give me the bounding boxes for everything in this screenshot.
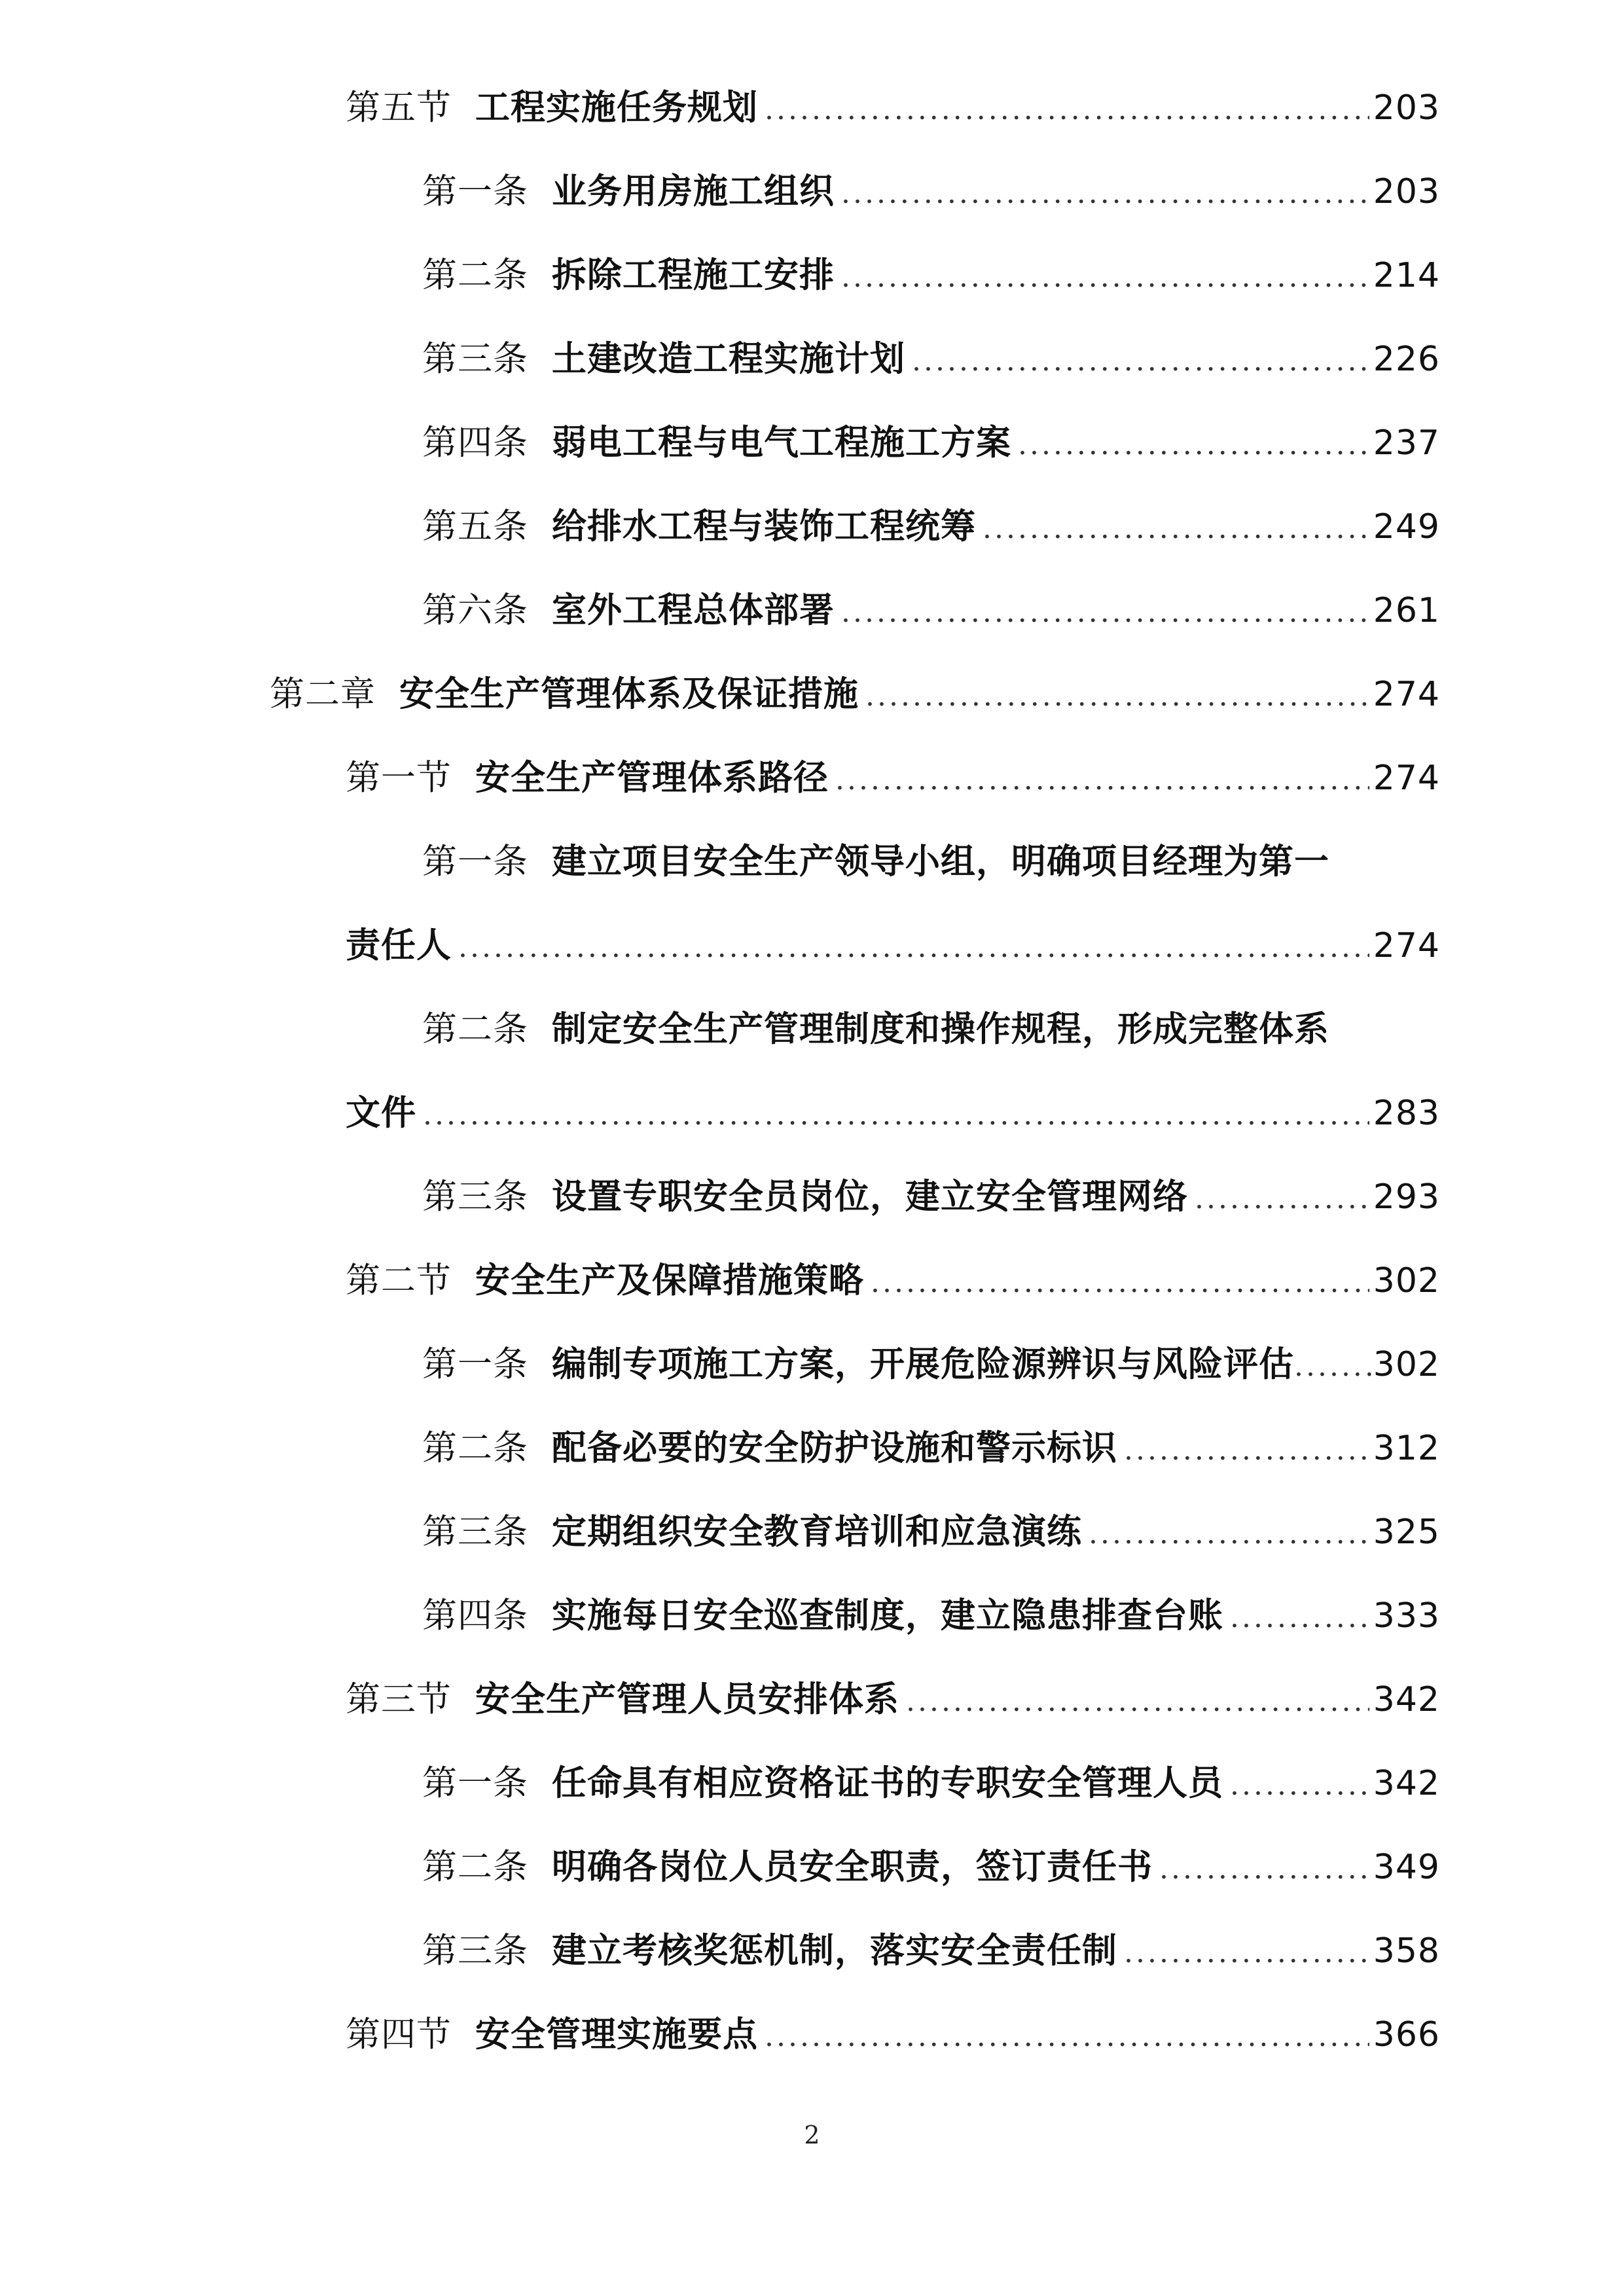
toc-entry-title: 建立项目安全生产领导小组，明确项目经理为第一 <box>552 841 1329 882</box>
toc-leader-dots <box>1018 422 1369 469</box>
toc-entry-label: 第一条 <box>422 1344 528 1384</box>
toc-entry-page: 261 <box>1373 591 1440 630</box>
toc-entry-article[interactable] <box>422 1592 1440 1639</box>
toc-entry-title: 编制专项施工方案，开展危险源辨识与风险评估 <box>552 1344 1294 1384</box>
toc-entry-label: 第一条 <box>422 842 528 882</box>
toc-entry-label: 第一节 <box>346 758 452 798</box>
toc-entry-article[interactable] <box>422 1173 1440 1220</box>
toc-entry-title: 制定安全生产管理制度和操作规程，形成完整体系 <box>552 1009 1329 1049</box>
toc-entry-article[interactable] <box>422 503 1440 550</box>
toc-entry-page: 366 <box>1373 2015 1440 2054</box>
toc-leader-dots <box>1294 1343 1373 1390</box>
toc-entry-page: 349 <box>1373 1848 1440 1887</box>
toc-leader-dots <box>983 505 1369 552</box>
toc-leader-dots <box>841 254 1369 301</box>
toc-leader-dots <box>1230 1762 1369 1809</box>
toc-entry-page: 249 <box>1373 507 1440 547</box>
toc-entry-title: 配备必要的安全防护设施和警示标识 <box>552 1427 1117 1468</box>
toc-leader-dots <box>906 1678 1369 1725</box>
toc-leader-dots <box>912 338 1369 385</box>
toc-entry-label: 第四节 <box>346 2015 452 2054</box>
toc-entry-section[interactable] <box>346 84 1440 131</box>
toc-entry-title: 设置专职安全员岗位，建立安全管理网络 <box>552 1176 1188 1217</box>
page-number: 2 <box>804 2121 820 2149</box>
toc-entry-title: 文件 <box>346 1092 416 1133</box>
toc-entry-title: 安全生产管理体系路径 <box>475 757 829 798</box>
toc-leader-dots <box>765 86 1369 134</box>
toc-entry-article[interactable] <box>422 168 1440 215</box>
toc-entry-label: 第二条 <box>422 1428 528 1468</box>
toc-entry-section[interactable] <box>346 1676 1440 1723</box>
toc-entry-article[interactable] <box>422 1340 1440 1388</box>
toc-entry-article[interactable] <box>422 1927 1440 1974</box>
toc-entry-page: 342 <box>1373 1764 1440 1803</box>
toc-entry-page: 214 <box>1373 256 1440 295</box>
toc-entry-label: 第一条 <box>422 171 528 211</box>
toc-entry-page: 302 <box>1373 1345 1440 1384</box>
toc-entry-title: 明确各岗位人员安全职责，签订责任书 <box>552 1846 1153 1887</box>
toc-entry-continuation[interactable] <box>346 922 1440 969</box>
toc-entry-title: 工程实施任务规划 <box>475 87 758 128</box>
toc-entry-continuation[interactable] <box>346 1089 1440 1136</box>
toc-entry-title: 安全生产管理人员安排体系 <box>475 1679 899 1719</box>
toc-entry-page: 203 <box>1373 172 1440 211</box>
toc-entry-article[interactable] <box>422 838 1440 885</box>
toc-entry-title: 给排水工程与装饰工程统筹 <box>552 506 976 547</box>
toc-entry-page: 358 <box>1373 1931 1440 1971</box>
toc-entry-label: 第一条 <box>422 1763 528 1803</box>
toc-entry-article[interactable] <box>422 1759 1440 1806</box>
toc-entry-label: 第二章 <box>270 674 376 714</box>
toc-entry-section[interactable] <box>346 2011 1440 2058</box>
toc-leader-dots <box>423 1092 1369 1139</box>
toc-entry-label: 第二条 <box>422 255 528 295</box>
toc-entry-chapter[interactable] <box>270 670 1440 717</box>
toc-entry-label: 第三条 <box>422 339 528 379</box>
toc-leader-dots <box>835 757 1369 804</box>
toc-leader-dots <box>765 2013 1369 2060</box>
toc-entry-article[interactable] <box>422 1508 1440 1555</box>
toc-entry-page: 283 <box>1373 1094 1440 1133</box>
toc-entry-page: 325 <box>1373 1513 1440 1552</box>
toc-entry-article[interactable] <box>422 251 1440 298</box>
toc-entry-title: 安全生产及保障措施策略 <box>475 1260 864 1300</box>
toc-entry-title: 安全生产管理体系及保证措施 <box>399 673 859 714</box>
toc-entry-label: 第五节 <box>346 88 452 128</box>
toc-entry-title: 拆除工程施工安排 <box>552 255 835 295</box>
toc-entry-article[interactable] <box>422 586 1440 634</box>
toc-leader-dots <box>841 589 1369 636</box>
toc-entry-article[interactable] <box>422 1843 1440 1890</box>
toc-entry-article[interactable] <box>422 335 1440 382</box>
toc-entry-label: 第三条 <box>422 1512 528 1552</box>
toc-entry-page: 312 <box>1373 1429 1440 1468</box>
toc-leader-dots <box>1195 1175 1369 1223</box>
toc-entry-title: 任命具有相应资格证书的专职安全管理人员 <box>552 1763 1223 1803</box>
toc-entry-article[interactable] <box>422 1424 1440 1471</box>
toc-entry-article[interactable] <box>422 1005 1440 1052</box>
toc-entry-label: 第三节 <box>346 1679 452 1719</box>
toc-entry-section[interactable] <box>346 1257 1440 1304</box>
toc-entry-page: 333 <box>1373 1596 1440 1636</box>
toc-entry-label: 第四条 <box>422 1596 528 1636</box>
toc-leader-dots <box>458 924 1369 971</box>
toc-leader-dots <box>1089 1511 1369 1558</box>
toc-leader-dots <box>841 170 1369 217</box>
toc-leader-dots <box>1124 1929 1369 1977</box>
toc-leader-dots <box>871 1259 1369 1306</box>
toc-entry-title: 业务用房施工组织 <box>552 171 835 211</box>
toc-entry-page: 342 <box>1373 1680 1440 1719</box>
toc-entry-title: 责任人 <box>346 925 452 965</box>
toc-entry-page: 302 <box>1373 1261 1440 1300</box>
toc-entry-label: 第四条 <box>422 423 528 463</box>
toc-leader-dots <box>1230 1594 1369 1641</box>
toc-leader-dots <box>1159 1846 1369 1893</box>
toc-entry-page: 274 <box>1373 926 1440 965</box>
toc-entry-title: 建立考核奖惩机制，落实安全责任制 <box>552 1930 1117 1971</box>
toc-entry-label: 第二条 <box>422 1009 528 1049</box>
toc-entry-page: 274 <box>1373 675 1440 714</box>
toc-entry-title: 安全管理实施要点 <box>475 2014 758 2054</box>
toc-entry-label: 第三条 <box>422 1177 528 1217</box>
toc-entry-title: 实施每日安全巡查制度，建立隐患排查台账 <box>552 1595 1223 1636</box>
toc-entry-page: 274 <box>1373 759 1440 798</box>
toc-entry-title: 室外工程总体部署 <box>552 590 835 630</box>
toc-entry-page: 226 <box>1373 340 1440 379</box>
toc-entry-label: 第三条 <box>422 1931 528 1971</box>
toc-leader-dots <box>865 673 1369 720</box>
toc-entry-label: 第六条 <box>422 590 528 630</box>
toc-entry-page: 237 <box>1373 423 1440 463</box>
toc-entry-page: 203 <box>1373 88 1440 128</box>
toc-entry-title: 土建改造工程实施计划 <box>552 338 905 379</box>
toc-entry-section[interactable] <box>346 754 1440 801</box>
toc-entry-label: 第二条 <box>422 1847 528 1887</box>
toc-entry-article[interactable] <box>422 419 1440 466</box>
toc-entry-label: 第五条 <box>422 507 528 547</box>
toc-leader-dots <box>1124 1427 1369 1474</box>
toc-entry-title: 弱电工程与电气工程施工方案 <box>552 422 1011 463</box>
toc-entry-label: 第二节 <box>346 1261 452 1300</box>
toc-entry-title: 定期组织安全教育培训和应急演练 <box>552 1511 1082 1552</box>
toc-entry-page: 293 <box>1373 1177 1440 1217</box>
